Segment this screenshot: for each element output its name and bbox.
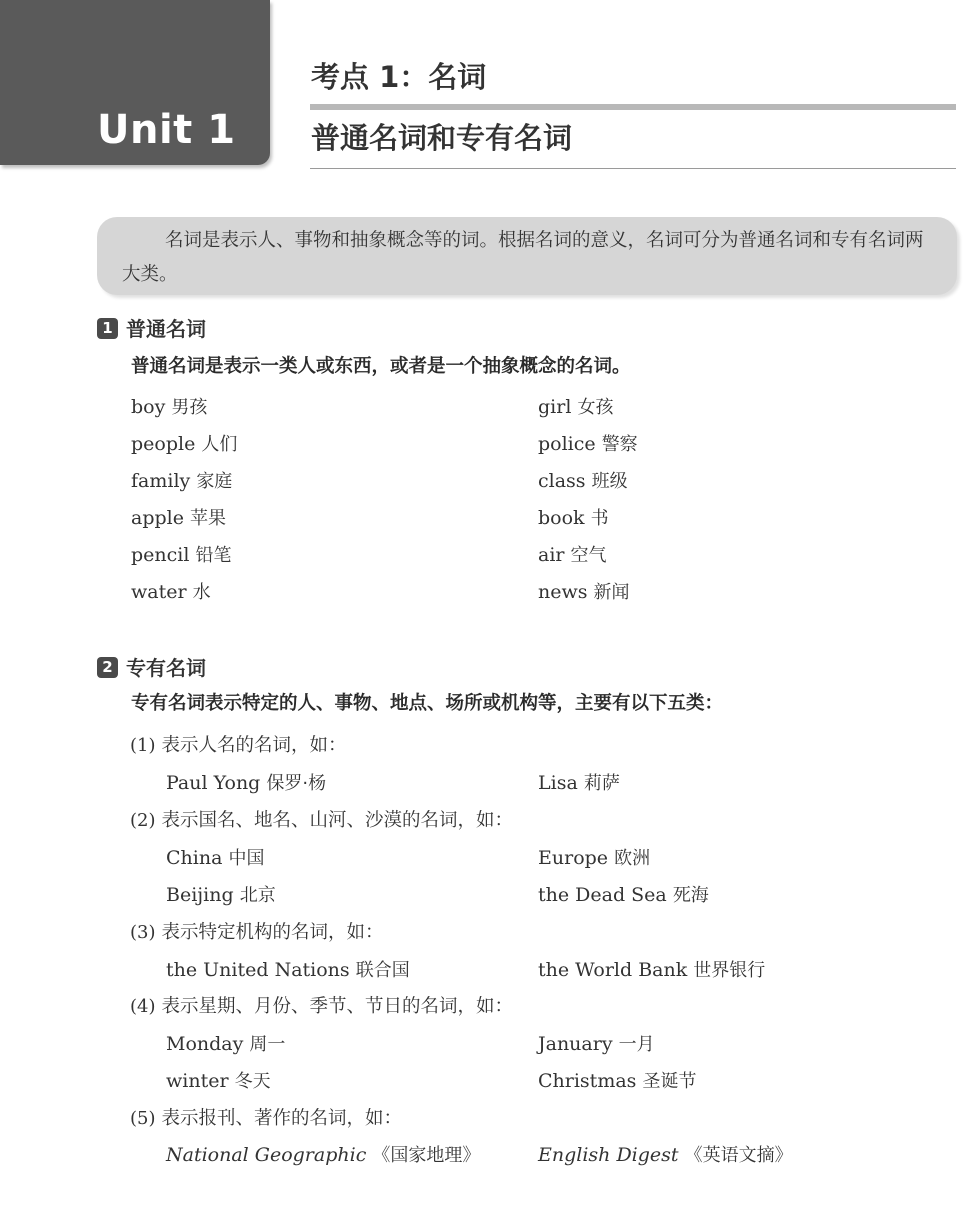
vocab-item: pencil 铅笔 (131, 544, 232, 566)
example-item: China 中国 (166, 847, 265, 869)
topic-title: 考点 1：名词 (311, 60, 487, 94)
category-item: (3) 表示特定机构的名词，如： (130, 922, 384, 943)
header-divider-thin (310, 168, 956, 169)
example-item: English Digest 《英语文摘》 (538, 1144, 793, 1166)
vocab-item: book 书 (538, 507, 609, 529)
example-item: Beijing 北京 (166, 884, 276, 906)
example-item: Lisa 莉萨 (538, 772, 620, 794)
example-item: Monday 周一 (166, 1033, 286, 1055)
example-item: the United Nations 联合国 (166, 959, 410, 981)
vocab-item: girl 女孩 (538, 396, 614, 418)
unit-title: Unit 1 (97, 107, 236, 153)
section-number-badge: 2 (97, 657, 118, 678)
vocab-item: apple 苹果 (131, 507, 227, 529)
category-item: (4) 表示星期、月份、季节、节日的名词，如： (130, 996, 514, 1017)
category-item: (1) 表示人名的名词，如： (130, 735, 347, 756)
example-item: National Geographic 《国家地理》 (166, 1144, 481, 1166)
example-item: winter 冬天 (166, 1070, 271, 1092)
vocab-item: police 警察 (538, 433, 638, 455)
category-item: (5) 表示报刊、著作的名词，如： (130, 1108, 403, 1129)
header-divider-thick (310, 104, 956, 110)
subtopic-title: 普通名词和专有名词 (311, 121, 573, 155)
example-item: January 一月 (538, 1033, 655, 1055)
example-item: Christmas 圣诞节 (538, 1070, 697, 1092)
vocab-item: water 水 (131, 581, 211, 603)
section-description: 普通名词是表示一类人或东西，或者是一个抽象概念的名词。 (131, 356, 631, 377)
example-item: Paul Yong 保罗·杨 (166, 772, 327, 794)
vocab-item: news 新闻 (538, 581, 630, 603)
section-title: 普通名词 (126, 317, 206, 341)
section-heading-proper-nouns (97, 653, 206, 683)
vocab-item: boy 男孩 (131, 396, 208, 418)
vocab-item: family 家庭 (131, 470, 233, 492)
category-item: (2) 表示国名、地名、山河、沙漠的名词，如： (130, 810, 514, 831)
section-title: 专有名词 (126, 656, 206, 680)
vocab-item: people 人们 (131, 433, 238, 455)
example-item: the World Bank 世界银行 (538, 959, 766, 981)
section-heading-common-nouns (97, 314, 206, 344)
section-number-badge: 1 (97, 318, 118, 339)
example-item: Europe 欧洲 (538, 847, 651, 869)
intro-box: 名词是表示人、事物和抽象概念等的词。根据名词的意义，名词可分为普通名词和专有名词两大类。 (97, 217, 957, 295)
section-description: 专有名词表示特定的人、事物、地点、场所或机构等，主要有以下五类： (131, 693, 724, 714)
vocab-item: class 班级 (538, 470, 628, 492)
vocab-item: air 空气 (538, 544, 607, 566)
example-item: the Dead Sea 死海 (538, 884, 709, 906)
